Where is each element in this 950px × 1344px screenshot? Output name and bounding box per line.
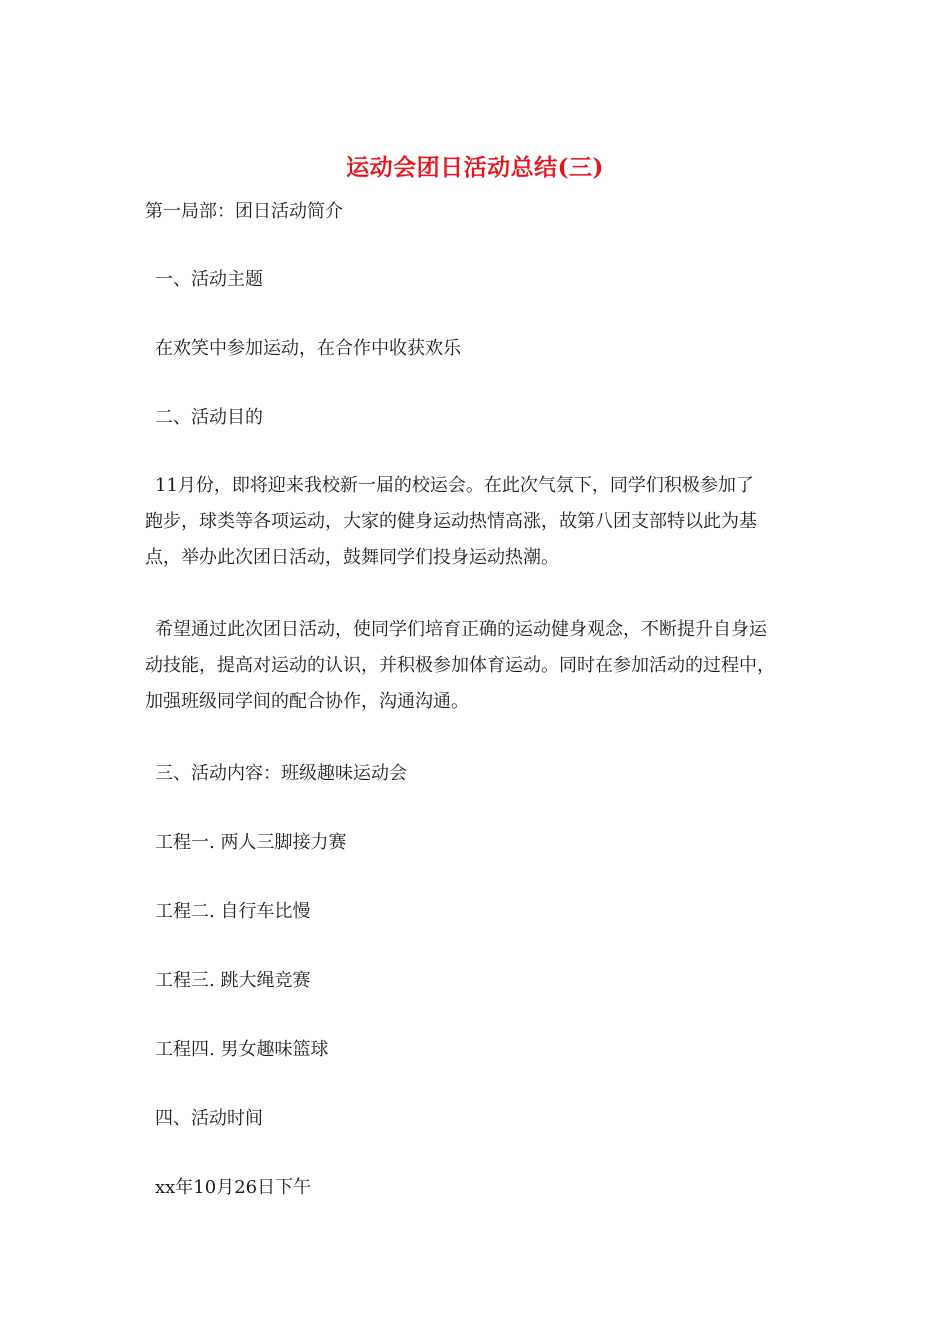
document-title: 运动会团日活动总结(三) xyxy=(346,154,604,181)
section-heading-theme: 一、活动主题 xyxy=(155,269,263,290)
time-text: xx年10月26日下午 xyxy=(155,1177,312,1198)
list-item: 工程四. 男女趣味篮球 xyxy=(155,1039,329,1060)
section-heading-content: 三、活动内容：班级趣味运动会 xyxy=(155,763,407,784)
list-item: 工程三. 跳大绳竞赛 xyxy=(155,970,311,991)
purpose-paragraph-1 xyxy=(145,468,817,576)
theme-text: 在欢笑中参加运动，在合作中收获欢乐 xyxy=(155,338,461,359)
paragraph-line: 希望通过此次团日活动，使同学们培育正确的运动健身观念，不断提升自身运 xyxy=(155,619,767,640)
list-item: 工程一. 两人三脚接力赛 xyxy=(155,832,347,853)
paragraph-line: 动技能，提高对运动的认识，并积极参加体育运动。同时在参加活动的过程中， xyxy=(145,655,775,676)
section-heading-purpose: 二、活动目的 xyxy=(155,407,263,428)
section-heading-time: 四、活动时间 xyxy=(155,1108,263,1129)
paragraph-line: 点，举办此次团日活动，鼓舞同学们投身运动热潮。 xyxy=(145,547,559,568)
part-heading: 第一局部：团日活动简介 xyxy=(145,201,343,222)
purpose-paragraph-2 xyxy=(145,612,817,720)
paragraph-line: 跑步，球类等各项运动，大家的健身运动热情高涨，故第八团支部特以此为基 xyxy=(145,511,757,532)
paragraph-line: 11月份，即将迎来我校新一届的校运会。在此次气氛下，同学们积极参加了 xyxy=(155,475,754,496)
paragraph-line: 加强班级同学间的配合协作，沟通沟通。 xyxy=(145,691,469,712)
list-item: 工程二. 自行车比慢 xyxy=(155,901,311,922)
